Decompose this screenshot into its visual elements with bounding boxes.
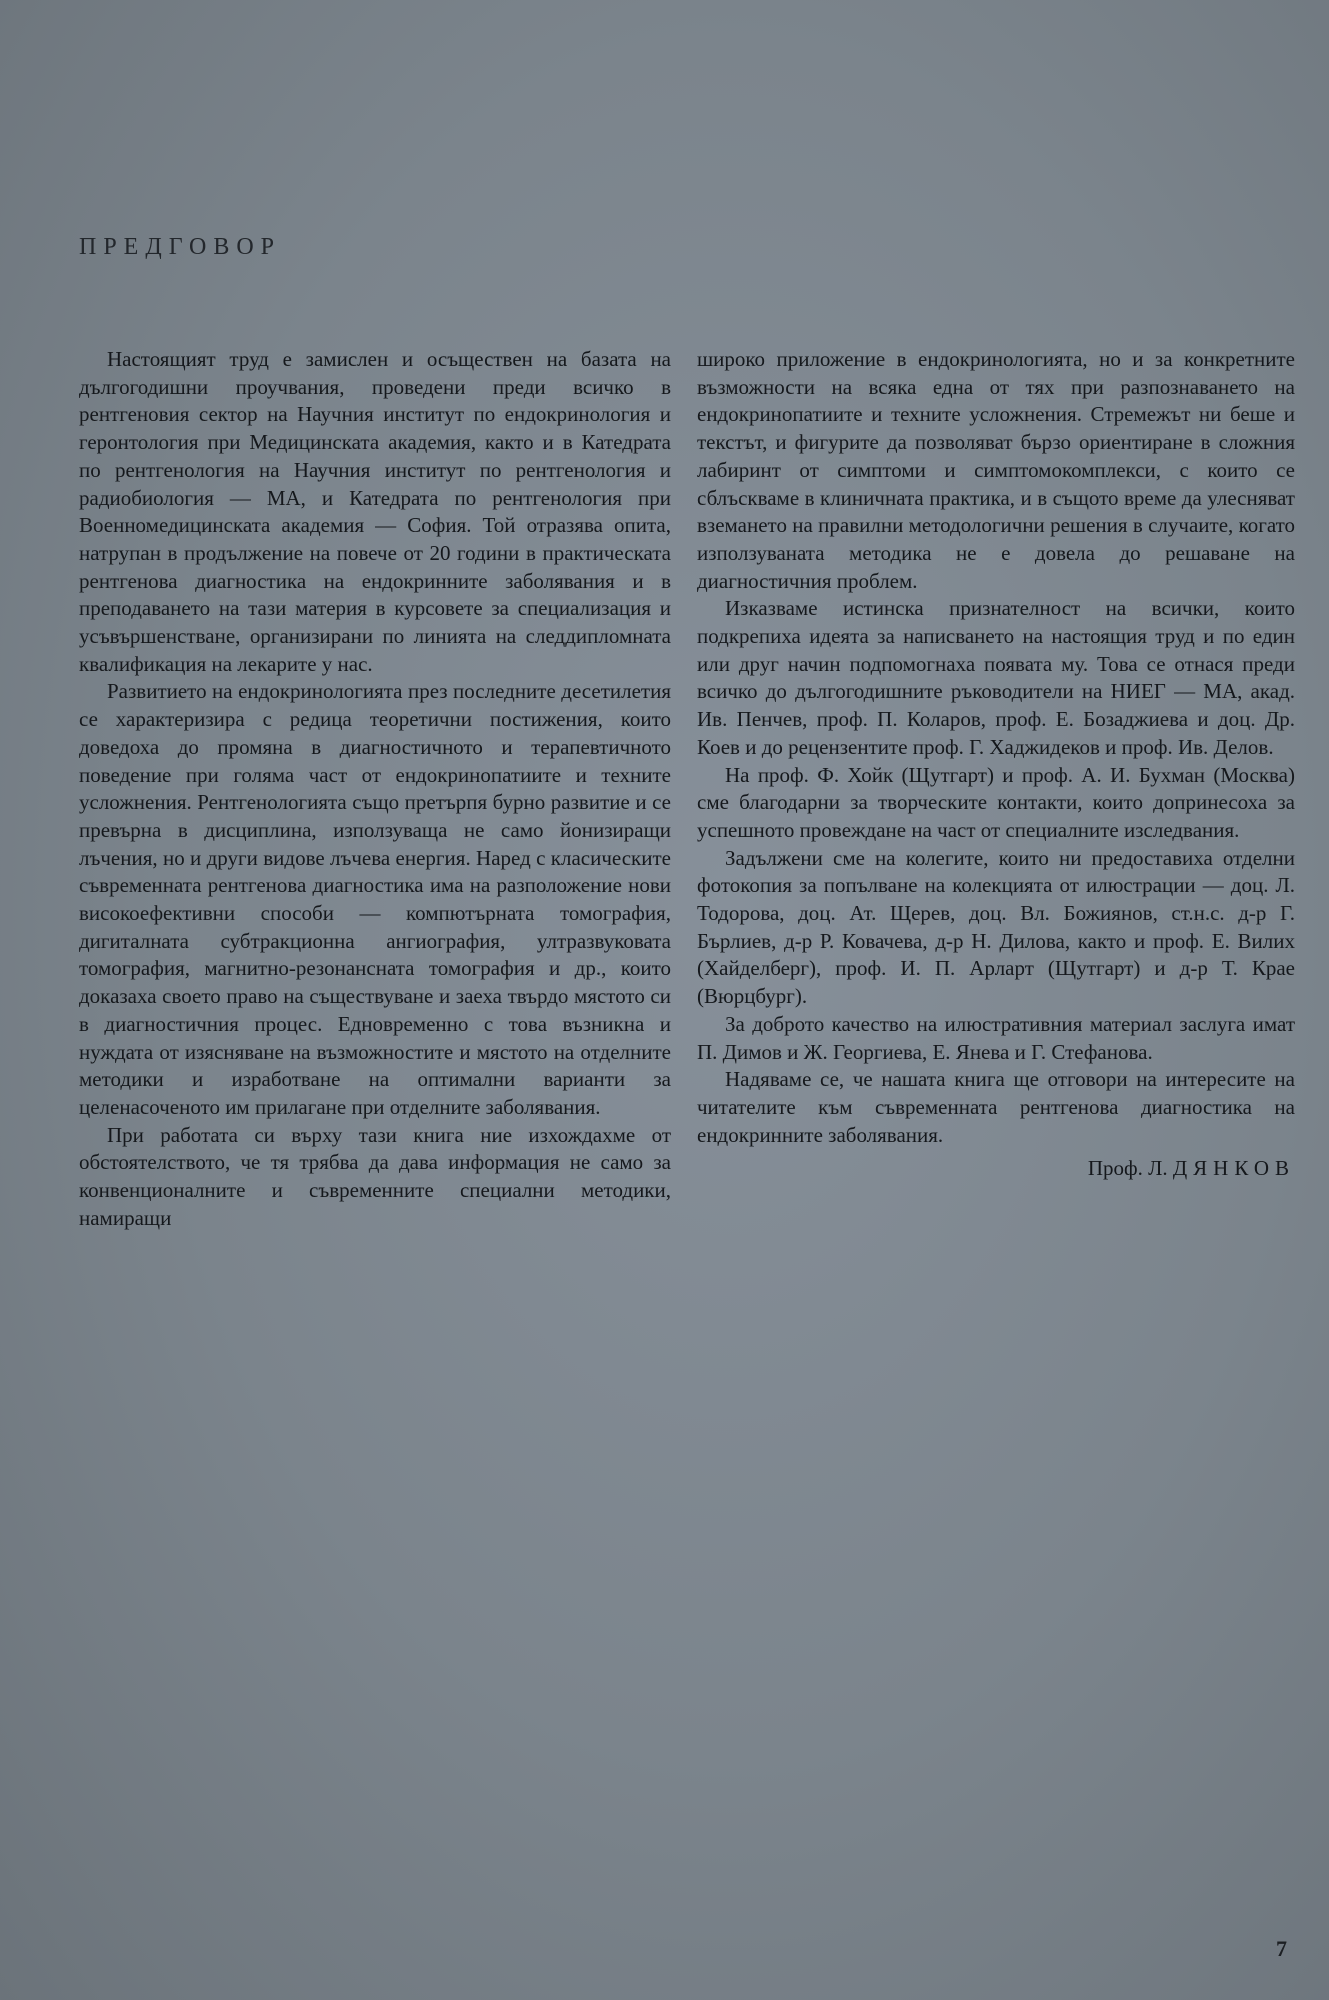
signature-name: ДЯНКОВ	[1172, 1156, 1295, 1181]
paragraph-continuation: широко приложение в ендокринологията, но и за конкретните възможности на всяка една от тях при разпознаването на ендокринопатиите и техните усложнения. Стремежът ни беше и текстът, и фигурите да позволяват бързо ориентиране в сложния лабиринт от симптоми и симптомокомплекси, с които се сблъскваме в клиничната практика, и в същото време да улесняват вземането на правилни методологични решения в случаите, когато използуваната методика не е довела до решаване на диагностичния проблем.	[697, 347, 1295, 593]
paragraph: При работата си върху тази книга ние изхождахме от обстоятелството, че тя трябва да дава информация не само за конвенционалните и съвременните специални методики, намиращи	[79, 1122, 671, 1230]
right-column	[697, 346, 1295, 1183]
author-signature	[697, 1155, 1295, 1183]
page-number: 7	[1276, 1936, 1287, 1961]
paragraph: Надяваме се, че нашата книга ще отговори на интересите на читателите към съвременната рентгенова диагностика на ендокринните заболявания.	[697, 1067, 1295, 1147]
left-column	[79, 346, 671, 1233]
paragraph: Изказваме истинска признателност на всички, които подкрепиха идеята за написването на настоящия труд и по един или друг начин подпомогнаха появата му. Това се отнася преди всичко до дългогодишните ръководители на НИЕГ — МА, акад. Ив. Пенчев, проф. П. Коларов, проф. Е. Бозаджиева и доц. Др. Коев и до рецензентите проф. Г. Хаджидеков и проф. Ив. Делов.	[697, 596, 1295, 759]
paragraph: Настоящият труд е замислен и осъществен на базата на дългогодишни проучвания, проведени преди всичко в рентгеновия сектор на Научния институт по ендокринология и геронтология при Медицинската академия, както и в Катедрата по рентгенология на Научния институт по рентгенология и радиобиология — МА, и Катедрата по рентгенология при Военномедицинската академия — София. Той отразява опита, натрупан в продължение на повече от 20 години в практическата рентгенова диагностика на ендокринните заболявания и в преподаването на тази материя в курсовете за специализация и усъвършенстване, организирани по линията на следдипломната квалификация на лекарите у нас.	[79, 347, 671, 676]
paragraph: Задължени сме на колегите, които ни предоставиха отделни фотокопия за попълване на колекцията от илюстрации — доц. Л. Тодорова, доц. Ат. Щерев, доц. Вл. Божиянов, ст.н.с. д-р Г. Бърлиев, д-р Р. Ковачева, д-р Н. Дилова, както и проф. Е. Вилих (Хайделберг), проф. И. П. Арларт (Щутгарт) и д-р Т. Крае (Вюрцбург).	[697, 845, 1295, 1009]
paragraph: На проф. Ф. Хойк (Щутгарт) и проф. А. И. Бухман (Москва) сме благодарни за творческите контакти, които допринесоха за успешното провеждане на част от специалните изследвания.	[697, 762, 1295, 842]
paragraph: За доброто качество на илюстративния материал заслуга имат П. Димов и Ж. Георгиева, Е. Янева и Г. Стефанова.	[697, 1011, 1295, 1064]
page-title: ПРЕДГОВОР	[79, 234, 282, 260]
paragraph: Развитието на ендокринологията през последните десетилетия се характеризира с редица теоретични постижения, които доведоха до промяна в диагностичното и терапевтичното поведение при голяма част от ендокринопатиите и техните усложнения. Рентгенологията също претърпя бурно развитие и се превърна в дисциплина, използуваща не само йонизиращи лъчения, но и други видове лъчева енергия. Наред с класическите съвременната рентгенова диагностика има на разположение нови високоефективни способи — компютърната томография, дигиталната субтракционна ангиография, ултразвуковата томография, магнитно-резонансната томография и др., които доказаха своето право на съществуване и заеха твърдо мястото си в диагностичния процес. Едновременно с това възникна и нуждата от изясняване на възможностите и мястото на отделните методики и изработване на оптимални варианти за целенасоченото им прилагане при отделните заболявания.	[79, 679, 671, 1119]
signature-prefix: Проф. Л.	[1087, 1156, 1168, 1181]
